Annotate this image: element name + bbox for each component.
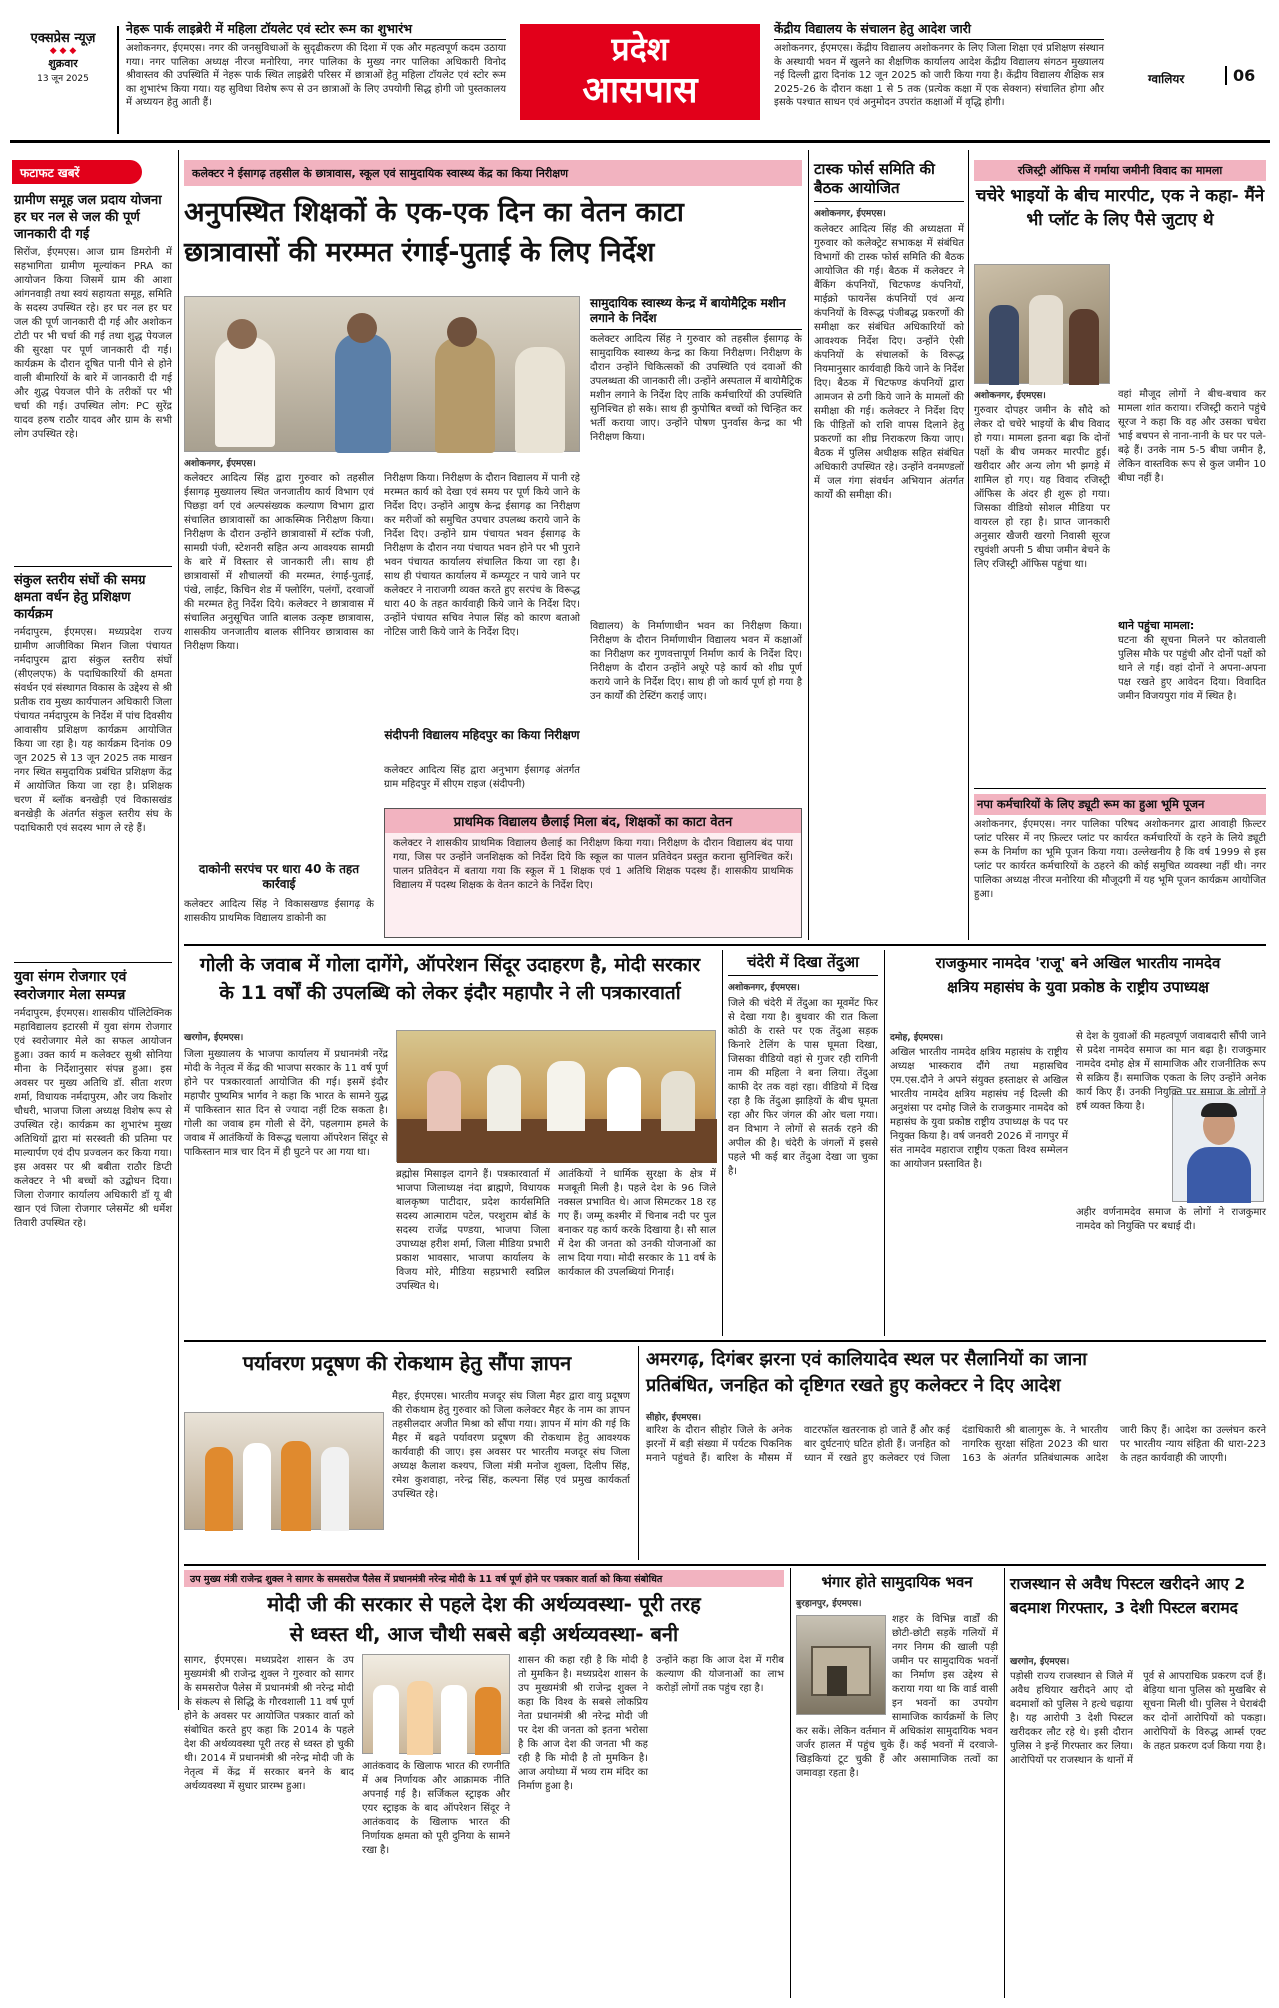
lead-col-3: विद्यालय) के निर्माणाधीन भवन का निरीक्षण किया। निरीक्षण के दौरान निर्माणाधीन विद्यालय भवन में कक्षाओं का निरीक्षण कर गुणवत्तापूर्ण निर्माण कार्य के निर्देश दिए। निरीक्षण के दौरान उन्होंने अधूरे पड़े कार्य को शीघ्र पूर्ण कराये जाने के निर्देश दिए। साथ ही जो कार्य पूर्ण हो गया है उन कार्यों की टेस्टिंग कराई जाए।	[590, 621, 802, 702]
item-title: संकुल स्तरीय संघों की समग्र क्षमता वर्धन हेतु प्रशिक्षण कार्यक्रम	[14, 573, 146, 622]
byline: सीहोर, ईएमएस।	[646, 1413, 702, 1423]
lead-side-story	[590, 296, 802, 614]
byline: अशोकनगर, ईएमएस।	[728, 983, 800, 993]
body-text: कलेक्टर आदित्य सिंह की अध्यक्षता में गुरुवार को कलेक्ट्रेट सभाकक्ष में संबंधित विभागों की टास्क फोर्स समिति की बैठक आयोजित की गई। बैठक में कलेक्टर ने बैंकिंग कंपनियों, चिटफण्ड कंपनियों, माईक्रो फायनेंस कंपनियों एवं अन्य कंपनियों के विरूद्ध पंजीबद्ध प्रकरणों की समीक्षा कर संबंधित अधिकारियों को आवश्यक निर्देश दिए। उन्होंने ऐसी कंपनियों के संचालकों के विरूद्ध नियमानुसार कार्यवाही किये जाने के निर्देश दिए। बैठक में चिटफण्ड कंपनियों द्वारा आमजन से ठगी किये जाने के मामलों की समीक्षा की गई। कलेक्टर ने निर्देश दिए कि पीड़ितों को राशि वापस दिलाने हेतु प्रकरणों का शीघ्र निराकरण किया जाए। बैठक में पुलिस अधीक्षक सहित संबंधित अधिकारी उपस्थित रहे। उन्होंने वनमण्डलों में जल गंगा संवर्धन अभियान अंतर्गत कार्यों की समीक्षा की।	[814, 224, 964, 501]
box-title: प्राथमिक विद्यालय छैलाई मिला बंद, शिक्षकों का काटा वेतन	[385, 809, 801, 833]
env-body: मैहर, ईएमएस। भारतीय मजदूर संघ जिला मैहर द्वारा वायु प्रदूषण की रोकथाम हेतु गुरुवार को जिला कलेक्टर मैहर के नाम का ज्ञापन तहसीलदार अजीत मिश्रा को सौंपा गया। ज्ञापन में मांग की गई कि मैहर में बढ़ते पर्यावरण प्रदूषण की रोकथाम हेतु आवश्यक कार्यवाही की जाए। इस अवसर पर भारतीय मजदूर संघ जिला अध्यक्ष कैलाश कश्यप, जिला मंत्री मनोज शुक्ला, दिलीप सिंह, रमेश कुशवाहा, नरेन्द्र सिंह, कल्पना सिंह एवं प्रमुख कार्यकर्ता उपस्थित रहे।	[392, 1391, 630, 1500]
lead-col-2: निरीक्षण किया। निरीक्षण के दौरान विद्यालय में पानी रहे मरम्मत कार्य को देखा एवं समय पर पूर्ण किये जाने के निर्देश दिए। उन्होंने आयुष केन्द्र ईसागढ़ का निरीक्षण कर मरीजों को समुचित उपचार उपलब्ध कराये जाने के निर्देश दिए। उन्होंने ग्राम पंचायत भवन ईसागढ़ के निरीक्षण के दौरान नया पंचायत भवन होने पर भी पुराने भवन पंचायत कार्यालय संचालित किया जा रहा है। साथ ही पंचायत कार्यालय में कम्प्यूटर न पाये जाने पर कलेक्टर ने नाराजगी व्यक्त करते हुए सरपंच के विरूद्ध धारा 40 के तहत कार्यवाही किये जाने के निर्देश दिए। उन्होंने पंचायत सचिव नेपाल सिंह को कारण बताओ नोटिस जारी किये जाने के निर्देश दिए।	[384, 473, 580, 638]
headline: नेहरू पार्क लाइब्रेरी में महिला टॉयलेट एवं स्टोर रूम का शुभारंभ	[126, 20, 506, 40]
kicker-bar: कलेक्टर ने ईसागढ़ तहसील के छात्रावास, स्कूल एवं सामुदायिक स्वास्थ्य केंद्र का किया निरीक्षण	[184, 160, 802, 186]
modi-headline-1: गोली के जवाब में गोला दागेंगे, ऑपरेशन सिंदूर उदाहरण है, मोदी सरकार	[199, 954, 701, 976]
pistol-headline: राजस्थान से अवैध पिस्टल खरीदने आए 2 बदमाश गिरफ्तार, 3 देशी पिस्टल बरामद	[1010, 1575, 1246, 1617]
lead-kicker	[184, 160, 802, 186]
env-headline: पर्यावरण प्रदूषण की रोकथाम हेतु सौंपा ज्ञापन	[242, 1351, 572, 1375]
namdev-body: अखिल भारतीय नामदेव क्षत्रिय महासंघ के राष्ट्रीय अध्यक्ष भास्कराव दौंगे तथा महासचिव एम.एस.दौने ने अपने संयुक्त हस्ताक्षर से अखिल भारतीय नामदेव क्षत्रिय महासंघ नई दिल्ली की अनुशंसा पर दमोह जिले के राजकुमार नामदेव को महासंघ के युवा प्रकोष्ठ राष्ट्रीय उपाध्यक्ष के पद पर नियुक्त किया है। वर्ष जनवरी 2026 में नागपुर में संत नामदेव महाराज राष्ट्रीय एकता विश्व सम्मेलन का आयोजन प्रस्तावित है।	[890, 1047, 1068, 1170]
city-label: ग्वालियर	[1148, 72, 1185, 86]
top-left-story	[126, 20, 506, 132]
date: 13 जून 2025	[37, 74, 89, 84]
env-photo	[184, 1412, 384, 1530]
economy-kicker: उप मुख्य मंत्री राजेन्द्र शुक्ल ने सागर के समसरोज पैलेस में प्रधानमंत्री नरेन्द्र मोदी के 11 वर्ष पूर्ण होने पर पत्रकार वार्ता को किया संबोधित	[184, 1570, 784, 1587]
namdev-headline-1: राजकुमार नामदेव 'राजू' बने अखिल भारतीय नामदेव	[935, 954, 1221, 972]
body-text: जिले की चंदेरी में तेंदुआ का मूवमेंट फिर से देखा गया है। बुधवार की रात किला कोठी के रास्ते पर एक तेंदुआ सड़क किनारे टेलिंग के पास घूमता दिखा, जिसका वीडियो वहां से गुजर रही रागिनी नाम की महिला ने बना लिया। तेंदुआ काफी देर तक वहां रहा। वीडियो में दिख रहा है कि तेंदुआ झाड़ियों के बीच घूमता रहा और फिर जंगल की ओर चला गया। वन विभाग ने लोगों से सतर्क रहने की अपील की है। चंदेरी के जंगलों में इससे पहले भी कई बार तेंदुआ देखा जा चुका है।	[728, 998, 878, 1177]
cousins-side: वहां मौजूद लोगों ने बीच-बचाव कर मामला शांत कराया। रजिस्ट्री कराने पहुंचे सूरज ने कहा कि वह और उसका चचेरा भाई बचपन से नाना-नानी के घर पर पले-बढ़े हैं। उनके नाम 5-5 बीघा जमीन है, लेकिन वास्तविक रूप से कुल जमीन 10 बीघा नहीं है।	[1118, 389, 1266, 484]
cousins-kicker: रजिस्ट्री ऑफिस में गर्माया जमीनी विवाद का मामला	[974, 160, 1266, 181]
economy-col-2: शासन की कहा रही है कि मोदी है तो मुमकिन है। मध्यप्रदेश शासन के उप मुख्यमंत्री श्री राजेन्द्र शुक्ल ने कहा कि विश्व के सबसे लोकप्रिय नेता प्रधानमंत्री श्री नरेन्द्र मोदी जी पर देश की जनता को इतना भरोसा है कि आज देश की जनता भी कह रही है कि मोदी है तो मुमकिन है। आज अयोध्या में भव्य राम मंदिर का निर्माण हुआ है।	[518, 1655, 648, 1792]
namdev-side-cont: अहीर वर्णनामदेव समाज के लोगों ने राजकुमार नामदेव को नियुक्ति पर बधाई दी।	[1076, 1207, 1266, 1232]
lead-photo	[184, 296, 580, 452]
byline: अशोकनगर, ईएमएस।	[814, 209, 886, 219]
section-banner	[520, 24, 760, 120]
amargarh-body: बारिश के दौरान सीहोर जिले के अनेक झरनों में बड़ी संख्या में पर्यटक पिकनिक मनाने पहुंचते हैं। बारिश के मौसम में वाटरफॉल खतरनाक हो जाते हैं और कई बार दुर्घटनाएं घटित होती हैं। जनहित को ध्यान में रखते हुए कलेक्टर एवं जिला दंडाधिकारी श्री बालागुरू के. ने भारतीय नागरिक सुरक्षा संहिता 2023 की धारा 163 के अंतर्गत प्रतिबंधात्मक आदेश जारी किए हैं। आदेश का उल्लंघन करने पर भारतीय न्याय संहिता की धारा-223 के तहत कार्यवाही की जाएगी।	[646, 1425, 1266, 1464]
item-body: सिरोंज, ईएमएस। आज ग्राम डिमरोनी में सहभागिता ग्रामीण मूल्यांकन PRA का आयोजन किया जिसमें ग्राम की आशा आंगनवाड़ी तथा स्वयं सहायता समूह, समिति के सदस्य उपस्थित रहे। हर घर नल हर घर जल की पूर्ण जानकारी दी गई और अशोकन टोटी पर भी चर्चा की गई तथा शुद्ध पेयजल की सुरक्षा पर पूर्ण जानकारी दी गई। कार्यक्रम के दौरान दूषित पानी पीने से होने वाली बीमारियों के बारे में जानकारी दी गई और शुद्ध पेयजल पीने के तरीकों पर भी चर्चा की गई। उपस्थित लोग: PC सुरेंद्र यादव हरुष राठौर यादव और ग्राम के सभी लोग उपस्थित रहे।	[14, 247, 172, 440]
sub-2-body: कलेक्टर आदित्य सिंह ने विकासखण्ड ईसागढ़ के शासकीय प्राथमिक विद्यालय डाकोनी का	[184, 899, 374, 924]
diamond-icon: ◆ ◆ ◆	[49, 46, 77, 56]
cousins-headline: चचेरे भाइयों के बीच मारपीट, एक ने कहा- मैंने भी प्लॉट के लिए पैसे जुटाए थे	[975, 186, 1265, 230]
tendua-story	[728, 952, 878, 1336]
headline: केंद्रीय विद्यालय के संचालन हेतु आदेश जारी	[774, 20, 1104, 40]
sub-1-body: कलेक्टर आदित्य सिंह द्वारा अनुभाग ईसागढ़ अंतर्गत ग्राम महिदपुर में सीएम राइज (संदीपनी)	[384, 765, 580, 790]
item-body: नर्मदापुरम, ईएमएस। मध्यप्रदेश राज्य ग्रामीण आजीविका मिशन जिला पंचायत नर्मदापुरम द्वारा संकुल स्तरीय संघों (सीएलएफ) के पदाधिकारियों की क्षमता संवर्धन एवं संस्थागत विकास के उद्देश्य से श्री प्रतीक राव मुख्य कार्यपालन अधिकारी जिला पंचायत नर्मदापुरम के निर्देश में पांच दिवसीय आवासीय प्रशिक्षण कार्यक्रम आयोजित किया जा रहा है। यह कार्यक्रम दिनांक 09 जून 2025 से 13 जून 2025 तक माखन नगर स्थित समुदायिक प्रबंधित प्रशिक्षण केंद्र में आयोजित किया जा रहा है। प्रशिक्षक चरण में ब्लॉक बनखेड़ी एवं विकासखंड बनखेड़ी के अंतर्गत संकुल स्तरीय संघ के पदाधिकारी एवं सदस्य भाग ले रहे हैं।	[14, 627, 172, 834]
tendua-title: चंदेरी में दिखा तेंदुआ	[728, 952, 878, 976]
namdev-side: से देश के युवाओं की महत्वपूर्ण जवाबदारी सौंपी जाने से प्रदेश नामदेव समाज का मान बढ़ा है। राजकुमार नामदेव दमोह क्षेत्र में सामाजिक और राजनीतिक रूप से सक्रिय हैं। समाजिक एकता के लिए उन्होंने अनेक कार्य किए हैं। उनकी नियुक्ति पर समाज के लोगों ने हर्ष व्यक्त किया है।	[1076, 1031, 1266, 1112]
box-body: कलेक्टर ने शासकीय प्राथमिक विद्यालय छैलाई का निरीक्षण किया गया। निरीक्षण के दौरान विद्यालय बंद पाया गया, जिस पर उन्होंने जनशिक्षक को निर्देश दिये कि स्कूल का पालन प्रतिवेदन प्रस्तुत कराना सुनिश्चित करें। पालन प्रतिवेदन में बताया गया कि स्कूल में 1 शिक्षक एवं 1 अतिथि शिक्षक पदस्थ हैं। शासकीय प्राथमिक विद्यालय में पदस्थ शिक्षक के वेतन काटने के निर्देश दिए।	[393, 838, 793, 891]
fatafat-item-1	[14, 192, 172, 564]
fatafat-badge: फटाफट खबरें	[12, 160, 142, 184]
sub-heading-1: संदीपनी विद्यालय महिदपुर का किया निरीक्षण	[384, 728, 580, 742]
cousins-body: गुरुवार दोपहर जमीन के सौदे को लेकर दो चचेरे भाइयों के बीच विवाद हो गया। मामला इतना बढ़ा कि दोनों पक्षों के बीच जमकर मारपीट हुई। खरीदार और अन्य लोग भी झगड़े में शामिल हो गए। यह विवाद रजिस्ट्री ऑफिस के अंदर ही शुरू हो गया। जिसका वीडियो सोशल मीडिया पर वायरल हो रहा है। प्राप्त जानकारी अनुसार खैजरी खरगो निवासी सूरज रघुवंशी अपनी 5 बीघा जमीन बेचने के लिए रजिस्ट्री ऑफिस पहुंचा था।	[974, 405, 1110, 570]
side-body: कलेक्टर आदित्य सिंह ने गुरुवार को तहसील ईसागढ़ के सामुदायिक स्वास्थ्य केन्द्र का किया निरीक्षण। निरीक्षण के दौरान उन्होंने चिकित्सकों की उपस्थिति एवं दवाओं की उपलब्धता की जानकारी ली। उन्होंने अस्पताल में बायोमैट्रिक मशीन लगाने के निर्देश दिए ताकि कर्मचारियों की उपस्थिति सुनिश्चित हो सके। साथ ही कुपोषित बच्चों को चिन्हित कर भर्ती कराया जाए। उन्होंने पोषण पुनर्वास केन्द्र का भी निरीक्षण किया।	[590, 334, 802, 443]
cousins-photo	[974, 264, 1110, 384]
paper-name: एक्सप्रेस न्यूज़	[30, 31, 96, 46]
namdev-headline-2: क्षत्रिय महासंघ के युवा प्रकोष्ठ के राष्ट्रीय उपाध्यक्ष	[947, 978, 1209, 996]
body-text: अशोकनगर, ईएमएस। नगर की जनसुविधाओं के सुदृढीकरण की दिशा में एक और महत्वपूर्ण कदम उठाया गया। नगर पालिका अध्यक्ष नीरज मनोरिया, नगर पालिका के मुख्य नगर पालिका अधिकारी विनोद श्रीवास्तव की उपस्थिति में नेहरू पार्क स्थित लाइब्रेरी परिसर में छात्राओं हेतु महिला टॉयलेट एवं स्टोर रूम का शुभारंभ किया गया। यह सुविधा विशेष रूप से उन छात्राओं के लिए उपयोगी सिद्ध होगी जो पुस्तकालय में अध्ययन हेतु आती हैं।	[126, 43, 506, 108]
fatafat-label	[12, 160, 172, 184]
lead-box	[384, 808, 802, 938]
cousins-sub-body: घटना की सूचना मिलने पर कोतवाली पुलिस मौके पर पहुंची और दोनों पक्षों को थाने ले गई। वहां दोनों ने अपना-अपना पक्ष रखते हुए आवेदन दिया। विवादित जमीन विजयपुरा गांव में स्थित है।	[1118, 635, 1266, 702]
byline: बुरहानपुर, ईएमएस।	[796, 1599, 862, 1609]
byline: अशोकनगर, ईएमएस।	[974, 391, 1046, 401]
sub-heading-2: दाकोनी सरपंच पर धारा 40 के तहत कार्रवाई	[198, 862, 360, 891]
lead-col-1: कलेक्टर आदित्य सिंह द्वारा गुरुवार को तहसील ईसागढ़ मुख्यालय स्थित जनजातीय कार्य विभाग एवं पिछड़ा वर्ग एवं अल्पसंख्यक कल्याण विभाग द्वारा संचालित छात्रावासों का आकस्मिक निरीक्षण किया। निरीक्षण के दौरान उन्होंने छात्रावासों में स्टॉक पंजी, सामग्री पंजी, स्टेशनरी सहित अन्य आवश्यक सामग्री के बारे में विस्तार से जानकारी ली। साथ ही छात्रावासों में शौचालयों की मरम्मत, रंगाई-पुताई, पंखे, लाईट, किचिन शेड में फ्लोरिंग, पलंगों, दरवाजों की मरम्मत हेतु निर्देश दिये। कलेक्टर ने छात्रावास में संचालित अनुसूचित जाति बालक उत्कृष्ट छात्रावास, शासकीय जनजातीय बालक सीनियर छात्रावास का निरीक्षण किया।	[184, 473, 374, 652]
modi-col-1: जिला मुख्यालय के भाजपा कार्यालय में प्रधानमंत्री नरेंद्र मोदी के नेतृत्व में केंद्र की भाजपा सरकार के 11 वर्ष पूर्ण होने पर पत्रकारवार्ता आयोजित की गई। इसमें इंदौर महापौर पुष्यमित्र भार्गव ने कहा कि भारत के सामने युद्ध में पाकिस्तान सात दिन से ज्यादा नहीं टिक सकता है। गोली का जवाब हम गोली से देंगे, पहलगाम हमले के जवाब में आतंकियों के विरूद्ध चलाया ऑपरेशन सिंदूर से पाकिस्तान मात्र चार दिन में ही घुटने पर आ गया था।	[184, 1049, 388, 1158]
fatafat-item-2	[14, 572, 172, 962]
economy-col-3: आतंकवाद के खिलाफ भारत की रणनीति में अब निर्णायक और आक्रामक नीति अपनाई गई है। सर्जिकल स्ट्राइक और एयर स्ट्राइक के बाद ऑपरेशन सिंदूर ने आतंकवाद के खिलाफ भारत की निर्णायक क्षमता को पूरी दुनिया के सामने रखा है।	[362, 1761, 510, 1856]
economy-col-4: उन्होंने कहा कि आज देश में गरीब कल्याण की योजनाओं का लाभ करोड़ों लोगों तक पहुंच रहा है।	[656, 1655, 784, 1694]
municipal-title: नपा कर्मचारियों के लिए ड्यूटी रूम का हुआ भूमि पूजन	[974, 794, 1266, 815]
economy-col-1: सागर, ईएमएस। मध्यप्रदेश शासन के उप मुख्यमंत्री श्री राजेन्द्र शुक्ल ने गुरुवार को सागर के समसरोज पैलेस में प्रधानमंत्री श्री नरेन्द्र मोदी के संकल्प से सिद्धि के गौरवशाली 11 वर्ष पूर्ण होने के अवसर पर आयोजित पत्रकार वार्ता को संबोधित करते हुए कहा कि 2014 के पहले देश की अर्थव्यवस्था पूरी तरह से ध्वस्त हो चुकी थी। 2014 में प्रधानमंत्री श्री नरेन्द्र मोदी जी के नेतृत्व में केंद्र में सरकार बनने के बाद अर्थव्यवस्था में सुधार प्रारम्भ हुआ।	[184, 1655, 354, 1792]
bhavan-story	[796, 1572, 998, 1996]
side-title: सामुदायिक स्वास्थ्य केन्द्र में बायोमैट्रिक मशीन लगाने के निर्देश	[590, 296, 802, 330]
section-title-bottom: आसपास	[582, 69, 698, 111]
bhavan-title: भंगार होते सामुदायिक भवन	[821, 1573, 973, 1591]
byline: दमोह, ईएमएस।	[890, 1033, 944, 1043]
body-text: अशोकनगर, ईएमएस। नगर पालिका परिषद अशोकनगर द्वारा आवाही फ़िल्टर प्लांट परिसर में नए फ़िल्टर प्लांट पर कार्यरत कर्मचारियों के रहने के लिये ड्यूटी रूम के निर्माण का भूमि पूजन किया गया। उल्लेखनीय है कि वर्ष 1999 से इस प्लांट पर कार्यरत कर्मचारियों के ठहरने की कोई समुचित व्यवस्था नहीं थी। नगर पालिका अध्यक्ष नीरज मनोरिया की मौजूदगी में यह भूमि पूजन कार्यक्रम आयोजित हुआ।	[974, 819, 1266, 900]
taskforce-title: टास्क फोर्स समिति की बैठक आयोजित	[814, 160, 964, 202]
section-title-top: प्रदेश	[611, 30, 669, 68]
economy-headline-2: से ध्वस्त थी, आज चौथी सबसे बड़ी अर्थव्यवस्था- बनी	[289, 1622, 679, 1646]
byline: खरगोन, ईएमएस।	[184, 1033, 244, 1043]
amargarh-headline-1: अमरगढ़, दिगंबर झरना एवं कालियादेव स्थल पर सैलानियों का जाना	[646, 1349, 1087, 1370]
fatafat-item-3	[14, 968, 172, 1560]
page-number: 06	[1225, 66, 1255, 85]
item-title: ग्रामीण समूह जल प्रदाय योजना हर घर नल से जल की पूर्ण जानकारी दी गई	[14, 193, 162, 242]
lead-headline-2: छात्रावासों की मरम्मत रंगाई-पुताई के लिए निर्देश	[184, 237, 655, 268]
masthead-left	[18, 28, 108, 84]
lead-headline-1: अनुपस्थित शिक्षकों के एक-एक दिन का वेतन काटा	[184, 197, 684, 228]
namdev-portrait	[1172, 1094, 1264, 1202]
municipal-story	[974, 794, 1266, 938]
bhavan-photo	[796, 1615, 886, 1715]
body-text: अशोकनगर, ईएमएस। केंद्रीय विद्यालय अशोकनगर के लिए जिला शिक्षा एवं प्रशिक्षण संस्थान के अस्थायी भवन में खुलने का शैक्षणिक कार्यालय आदेश केंद्रीय विद्यालय संगठन मुख्यालय नई दिल्ली द्वारा दिनांक 12 जून 2025 को जारी किया गया है। केंद्रीय विद्यालय शैक्षिक सत्र 2025-26 के दौरान कक्षा 1 से 5 तक (प्रत्येक कक्षा में एक सेक्शन) संचालित होगा और इसके पश्चात साधन एवं अनुमोदन उपरांत कक्षाओं में वृद्धि होगी।	[774, 43, 1104, 108]
photo-credit: अशोकनगर, ईएमएस।	[184, 459, 256, 469]
item-body: नर्मदापुरम, ईएमएस। शासकीय पॉलिटेक्निक महाविद्यालय इटारसी में युवा संगम रोजगार एवं स्वरोजगार मेले का सफल आयोजन हुआ। उक्त कार्य म कलेक्टर सुश्री सोनिया मीना के निर्देशानुसार संपन्न हुआ। इस अवसर पर मुख्य अतिथि डॉ. सीता शरण शर्मा, विधायक नर्मदापुरम, और जय किशोर चौधरी, भाजपा जिला अध्यक्ष विशेष रूप से उपस्थित रहे। कार्यक्रम का शुभारंभ मुख्य अतिथियों द्वारा मां सरस्वती की प्रतिमा पर माल्यार्पण एवं दीप प्रज्वलन कर किया गया। इस अवसर पर श्री बबीता राठौर डिप्टी कलेक्टर ने भी बच्चों को उद्बोधन दिया। जिला रोजगार कार्यालय अधिकारी डॉ यू बी खान एवं जिला रोजगार प्लेसमेंट श्री धर्मेश तिवारी उपस्थित रहे।	[14, 1008, 172, 1229]
economy-photo	[362, 1654, 510, 1754]
modi-col-3: आतंकियों ने धार्मिक सुरक्षा के क्षेत्र में मजबूती मिली है। पहले देश के 96 जिले नक्सल प्रभावित थे। आज सिमटकर 18 रह गए हैं। जम्मू कश्मीर में चिनाब नदी पर पुल बनाकर यह कार्य करके दिखाया है। सौ साल में देश की जनता को उनकी योजनाओं का लाभ दिया गया। मोदी सरकार के 11 वर्ष के कार्यकाल की उपलब्धियां गिनाईं।	[558, 1169, 716, 1278]
modi-photo	[396, 1030, 716, 1162]
day: शुक्रवार	[48, 57, 78, 70]
taskforce-story	[814, 160, 964, 938]
cousins-sub: थाने पहुंचा मामला:	[1118, 619, 1195, 632]
item-title: युवा संगम रोजगार एवं स्वरोजगार मेला सम्पन्न	[14, 969, 127, 1003]
amargarh-headline-2: प्रतिबंधित, जनहित को दृष्टिगत रखते हुए कलेक्टर ने दिए आदेश	[646, 1375, 1061, 1396]
byline: खरगोन, ईएमएस।	[1010, 1657, 1070, 1667]
top-right-story	[774, 20, 1104, 132]
body-text: शहर के विभिन्न वार्डों की छोटी-छोटी सड़कें गलियों में नगर निगम की खाली पड़ी जमीन पर सामुदायिक भवनों का निर्माण इस उद्देश्य से कराया गया था कि वार्ड वासी इन भवनों का उपयोग सामाजिक कार्यक्रमों के लिए कर सकें। लेकिन वर्तमान में अधिकांश सामुदायिक भवन जर्जर हालत में पहुंच चुके हैं। कई भवनों में दरवाजे-खिड़कियां टूट चुकी हैं और असामाजिक तत्वों का जमावड़ा रहता है।	[796, 1614, 998, 1779]
modi-headline-2: के 11 वर्षों की उपलब्धि को लेकर इंदौर महापौर ने ली पत्रकारवार्ता	[219, 982, 681, 1004]
pistol-body: पड़ोसी राज्य राजस्थान से जिले में अवैध हथियार खरीदने आए दो बदमाशों को पुलिस ने हत्थे चढ़ाया है। यह आरोपी 3 देशी पिस्टल खरीदकर लौट रहे थे। इसी दौरान पुलिस ने इन्हें गिरफ्तार कर लिया। आरोपियों पर राजस्थान के थानों में पूर्व से आपराधिक प्रकरण दर्ज हैं। बेड़िया थाना पुलिस को मुखबिर से सूचना मिली थी। पुलिस ने घेराबंदी कर दोनों आरोपियों को पकड़ा। आरोपियों के विरुद्ध आर्म्स एक्ट के तहत प्रकरण दर्ज किया गया है।	[1010, 1671, 1266, 1766]
economy-headline-1: मोदी जी की सरकार से पहले देश की अर्थव्यवस्था- पूरी तरह	[267, 1592, 701, 1616]
modi-col-2: ब्रह्मोस मिसाइल दागने हैं। पत्रकारवार्ता में भाजपा जिलाध्यक्ष नंदा ब्राह्मणे, विधायक बालकृष्ण पाटीदार, प्रदेश कार्यसमिति सदस्य आत्माराम पटेल, परशुराम बोर्ड के सदस्य राजेंद्र पण्डया, भाजपा जिला उपाध्यक्ष हरीश शर्मा, जिला मीडिया प्रभारी प्रकाश भावसार, भाजपा कार्यालय के विजय मोरे, मीडिया सहप्रभारी स्वप्निल उपस्थित थे।	[396, 1169, 550, 1292]
